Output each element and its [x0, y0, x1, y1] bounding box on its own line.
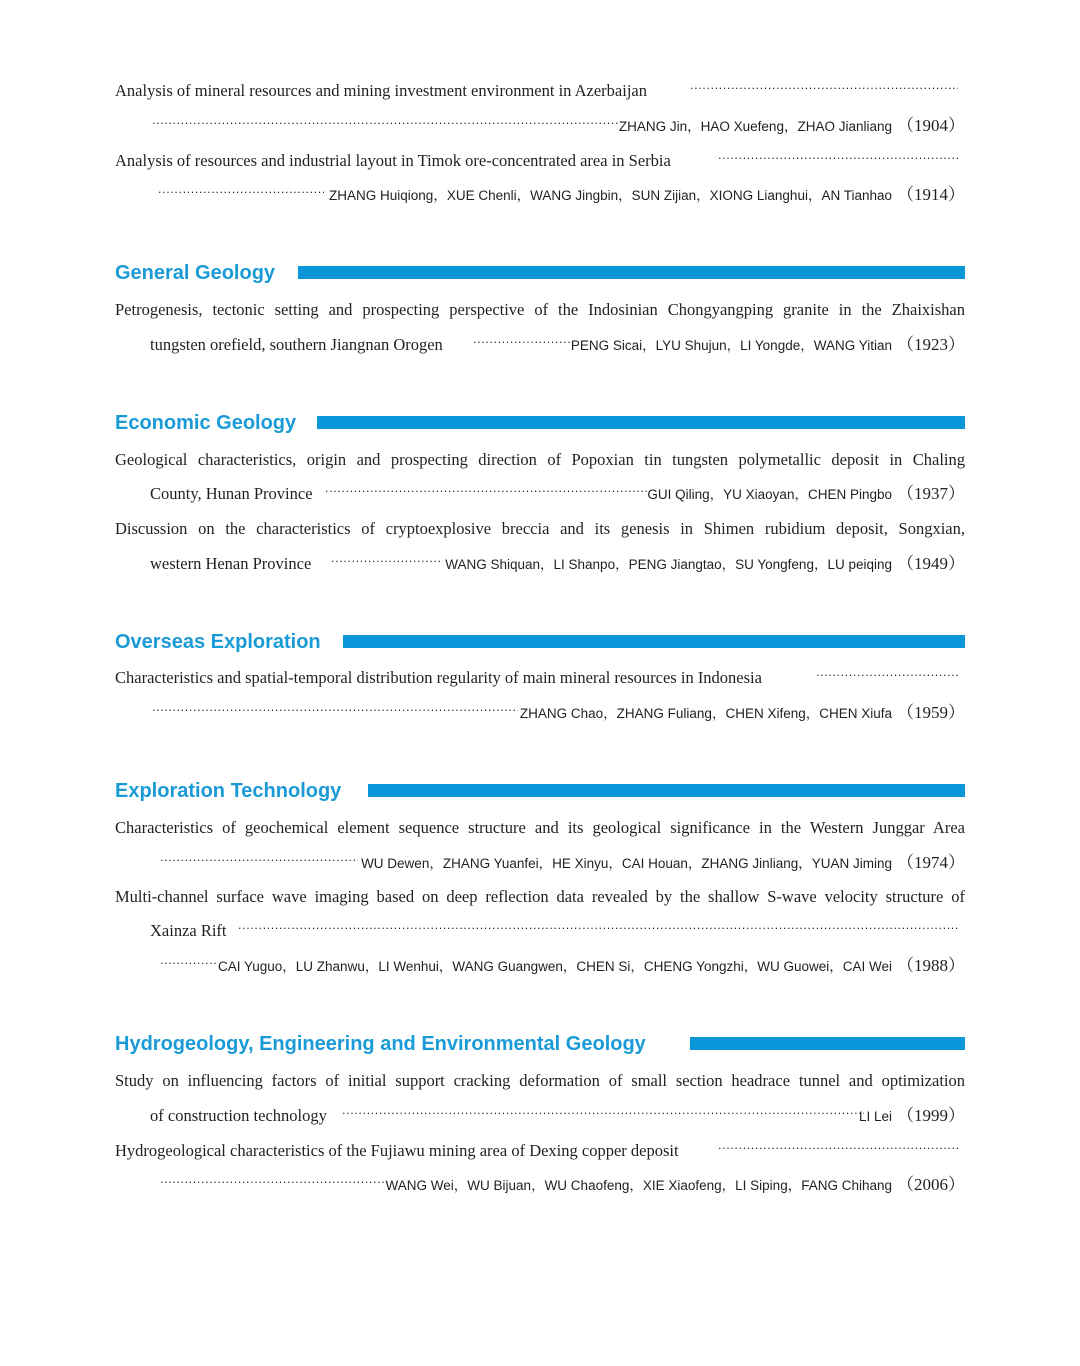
heading-bar — [298, 266, 965, 279]
entry-page: （1904） — [897, 116, 965, 135]
heading-bar — [368, 784, 965, 797]
entry-authors: ZHANG Chao，ZHANG Fuliang，CHEN Xifeng，CHEN Xiufa — [519, 706, 892, 721]
toc-entry-byline[interactable] — [0, 846, 1080, 880]
leader-dots — [160, 846, 358, 880]
toc-entry-byline[interactable] — [0, 1168, 1080, 1202]
leader-dots — [152, 109, 618, 143]
toc-entry-byline[interactable] — [0, 109, 1080, 143]
toc-entry-byline[interactable] — [0, 178, 1080, 212]
section-title: Exploration Technology — [115, 780, 342, 802]
byline — [445, 547, 965, 582]
leader-dots — [473, 328, 571, 362]
entry-page: （1914） — [897, 185, 965, 204]
leader-dots — [718, 144, 958, 178]
byline — [571, 328, 965, 363]
entry-title: Hydrogeological characteristics of the Fujiawu mining area of Dexing copper deposit — [115, 1141, 679, 1160]
section-title: Overseas Exploration — [115, 631, 321, 653]
toc-entry-byline[interactable] — [0, 949, 1080, 983]
entry-title-cont: Xainza Rift — [150, 921, 227, 940]
byline — [619, 109, 965, 144]
entry-page: （1923） — [897, 335, 965, 354]
toc-entry-byline[interactable] — [0, 1099, 1080, 1133]
section-heading-economic-geology — [115, 408, 965, 438]
byline — [647, 477, 965, 512]
toc-entry-byline[interactable] — [0, 696, 1080, 730]
entry-title-cont: County, Hunan Province — [150, 484, 313, 503]
entry-authors: LI Lei — [858, 1109, 892, 1124]
entry-title-cont: of construction technology — [150, 1106, 327, 1125]
byline — [218, 949, 965, 984]
section-heading-overseas-exploration — [115, 627, 965, 657]
leader-dots — [690, 74, 958, 108]
toc-entry-title[interactable] — [0, 144, 1080, 178]
section-heading-exploration-technology — [115, 776, 965, 806]
toc-entry-title-cont[interactable] — [0, 914, 1080, 948]
toc-entry-title[interactable] — [0, 512, 1080, 546]
entry-title: Study on influencing factors of initial support cracking deformation of small section headrace tunnel and optimization — [115, 1071, 965, 1090]
entry-title: Discussion on the characteristics of cryptoexplosive breccia and its genesis in Shimen rubidium deposit, Songxian, — [115, 519, 965, 538]
entry-authors: PENG Sicai，LYU Shujun，LI Yongde，WANG Yitian — [570, 338, 892, 353]
section-heading-hydrogeology — [115, 1029, 965, 1059]
toc-entry-title[interactable] — [0, 811, 1080, 845]
toc-entry-title[interactable] — [0, 74, 1080, 108]
toc-entry-title[interactable] — [0, 1134, 1080, 1168]
leader-dots — [238, 914, 958, 948]
entry-page: （1949） — [897, 554, 965, 573]
entry-title: Geological characteristics, origin and prospecting direction of Popoxian tin tungsten polymetallic deposit in Chaling — [115, 450, 965, 469]
toc-entry-byline[interactable] — [0, 477, 1080, 511]
entry-page: （1974） — [897, 853, 965, 872]
byline — [361, 846, 965, 881]
toc-entry-title[interactable] — [0, 880, 1080, 914]
entry-authors: WANG Shiquan，LI Shanpo，PENG Jiangtao，SU Yongfeng，LU peiqing — [445, 557, 892, 572]
entry-page: （1999） — [897, 1106, 965, 1125]
entry-title-cont: tungsten orefield, southern Jiangnan Orogen — [150, 335, 443, 354]
section-title: Economic Geology — [115, 412, 297, 434]
section-title: General Geology — [115, 262, 276, 284]
section-title: Hydrogeology, Engineering and Environmental Geology — [115, 1033, 646, 1055]
leader-dots — [325, 477, 649, 511]
entry-authors: GUI Qiling，YU Xiaoyan，CHEN Pingbo — [647, 487, 892, 502]
entry-authors: ZHANG Huiqiong，XUE Chenli，WANG Jingbin，SUN Zijian，XIONG Lianghui，AN Tianhao — [329, 188, 892, 203]
toc-entry-title[interactable] — [0, 293, 1080, 327]
entry-authors: WANG Wei，WU Bijuan，WU Chaofeng，XIE Xiaofeng，LI Siping，FANG Chihang — [385, 1178, 892, 1193]
entry-title: Petrogenesis, tectonic setting and prospecting perspective of the Indosinian Chongyangping granite in the Zhaixishan — [115, 300, 965, 319]
byline — [859, 1099, 965, 1134]
toc-entry-title[interactable] — [0, 443, 1080, 477]
entry-title-cont: western Henan Province — [150, 554, 312, 573]
entry-authors: ZHANG Jin，HAO Xuefeng，ZHAO Jianliang — [618, 119, 892, 134]
entry-page: （1959） — [897, 703, 965, 722]
heading-bar — [317, 416, 965, 429]
leader-dots — [152, 696, 518, 730]
entry-authors: CAI Yuguo，LU Zhanwu，LI Wenhui，WANG Guangwen，CHEN Si，CHENG Yongzhi，WU Guowei，CAI Wei — [217, 959, 892, 974]
toc-entry-byline[interactable] — [0, 328, 1080, 362]
entry-title: Analysis of mineral resources and mining investment environment in Azerbaijan — [115, 81, 647, 100]
byline — [386, 1168, 965, 1203]
byline — [329, 178, 965, 213]
leader-dots — [331, 547, 443, 581]
entry-page: （1988） — [897, 956, 965, 975]
leader-dots — [342, 1099, 864, 1133]
section-heading-general-geology — [115, 258, 965, 288]
entry-page: （2006） — [897, 1175, 965, 1194]
entry-page: （1937） — [897, 484, 965, 503]
leader-dots — [158, 178, 324, 212]
entry-title: Characteristics and spatial-temporal distribution regularity of main mineral resources in Indonesia — [115, 668, 762, 687]
entry-title: Multi-channel surface wave imaging based on deep reflection data revealed by the shallow S-wave velocity structure of — [115, 887, 965, 906]
entry-title: Analysis of resources and industrial layout in Timok ore-concentrated area in Serbia — [115, 151, 671, 170]
toc-entry-title[interactable] — [0, 661, 1080, 695]
heading-bar — [690, 1037, 965, 1050]
byline — [520, 696, 965, 731]
leader-dots — [160, 1168, 384, 1202]
leader-dots — [816, 661, 958, 695]
entry-title: Characteristics of geochemical element sequence structure and its geological significance in the Western Junggar Area — [115, 818, 965, 837]
leader-dots — [718, 1134, 958, 1168]
leader-dots — [160, 949, 216, 983]
entry-authors: WU Dewen，ZHANG Yuanfei，HE Xinyu，CAI Houan，ZHANG Jinliang，YUAN Jiming — [361, 856, 892, 871]
heading-bar — [343, 635, 965, 648]
toc-entry-byline[interactable] — [0, 547, 1080, 581]
toc-entry-title[interactable] — [0, 1064, 1080, 1098]
